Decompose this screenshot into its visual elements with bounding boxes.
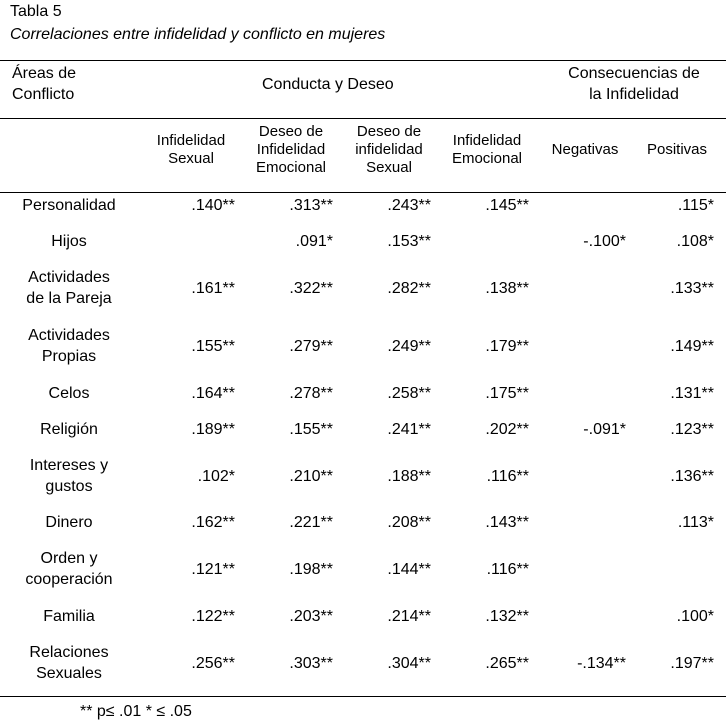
- table-cell: .149**: [670, 337, 714, 355]
- table-cell: .214**: [387, 607, 431, 625]
- table-cell: .279**: [289, 337, 333, 355]
- row-label-line: Dinero: [45, 513, 93, 531]
- row-label-line: Hijos: [51, 232, 87, 250]
- row-label: [0, 325, 138, 367]
- table-cell: .102*: [197, 467, 235, 485]
- row-label-line: Relaciones: [29, 644, 109, 661]
- table-cell: .210**: [289, 467, 333, 485]
- table-label: Tabla 5: [10, 3, 62, 20]
- table-cell: .175**: [485, 384, 529, 402]
- row-label-line: Actividades: [28, 269, 110, 286]
- table-cell: .258**: [387, 384, 431, 402]
- table-cell: .164**: [191, 384, 235, 402]
- column-header-line: Negativas: [551, 141, 619, 158]
- header-consecuencias: Consecuencias de la Infidelidad: [568, 65, 700, 103]
- table-cell: .322**: [289, 279, 333, 297]
- table-cell: .144**: [387, 560, 431, 578]
- table-cell: .162**: [191, 513, 235, 531]
- table-cell: .313**: [289, 196, 333, 214]
- bottom-rule: [0, 696, 726, 697]
- table-cell: .179**: [485, 337, 529, 355]
- row-label: [0, 548, 138, 590]
- column-header-line: Emocional: [255, 159, 327, 176]
- table-cell: .202**: [485, 420, 529, 438]
- table-cell: .198**: [289, 560, 333, 578]
- row-label: [0, 512, 138, 533]
- column-header-line: Infidelidad: [256, 141, 326, 158]
- table-cell: .108*: [676, 232, 714, 250]
- table-cell: .208**: [387, 513, 431, 531]
- row-label-line: Sexuales: [36, 665, 102, 682]
- table-cell: .138**: [485, 279, 529, 297]
- row-label: [0, 606, 138, 627]
- table-cell: .143**: [485, 513, 529, 531]
- table-cell: .256**: [191, 654, 235, 672]
- table-cell: .303**: [289, 654, 333, 672]
- table-cell: .153**: [387, 232, 431, 250]
- column-header-line: Emocional: [451, 150, 523, 167]
- table-title: Correlaciones entre infidelidad y conflicto en mujeres: [10, 26, 386, 43]
- table-cell: .131**: [670, 384, 714, 402]
- row-label-line: Personalidad: [22, 196, 116, 214]
- column-header-line: Positivas: [646, 141, 708, 158]
- table-cell: .188**: [387, 467, 431, 485]
- table-cell: .241**: [387, 420, 431, 438]
- column-header: [334, 123, 444, 177]
- row-label: [0, 231, 138, 252]
- table-cell: .115*: [677, 196, 714, 214]
- table-cell: .249**: [387, 337, 431, 355]
- row-label-line: cooperación: [25, 571, 113, 588]
- table-cell: .282**: [387, 279, 431, 297]
- table-cell: .155**: [191, 337, 235, 355]
- column-header-line: infidelidad: [355, 141, 423, 158]
- footnote: ** p≤ .01 * ≤ .05: [80, 703, 192, 720]
- row-label-line: gustos: [45, 478, 93, 495]
- column-header-line: Deseo de: [258, 123, 324, 140]
- table-cell: .221**: [289, 513, 333, 531]
- table-cell: .140**: [191, 196, 235, 214]
- table-cell: .197**: [670, 654, 714, 672]
- table-cell: .121**: [191, 560, 235, 578]
- table-cell: -.091*: [583, 420, 626, 438]
- column-header-line: Sexual: [366, 159, 412, 176]
- header-areas: Áreas de Conflicto: [12, 65, 77, 103]
- table-cell: .278**: [289, 384, 333, 402]
- table-cell: .133**: [670, 279, 714, 297]
- table-cell: .116**: [486, 560, 529, 578]
- row-label: [0, 419, 138, 440]
- table-cell: .304**: [387, 654, 431, 672]
- column-header-line: Sexual: [168, 150, 214, 167]
- row-label: [0, 267, 138, 309]
- column-header-line: Infidelidad: [452, 132, 522, 149]
- table-cell: .091*: [295, 232, 333, 250]
- table-cell: .123**: [670, 420, 714, 438]
- table-cell: .113*: [677, 513, 714, 531]
- column-header-line: Infidelidad: [156, 132, 226, 149]
- row-label-line: Religión: [40, 420, 98, 438]
- column-header: [622, 141, 726, 159]
- column-header: [236, 123, 346, 177]
- table-cell: .122**: [191, 607, 235, 625]
- table-cell: -.100*: [583, 232, 626, 250]
- table-cell: .203**: [289, 607, 333, 625]
- table-cell: .265**: [485, 654, 529, 672]
- column-header-line: Deseo de: [356, 123, 422, 140]
- row-label-line: Familia: [43, 607, 95, 625]
- row-label: [0, 195, 138, 216]
- table-cell: -.134**: [577, 654, 626, 672]
- row-label-line: Actividades: [28, 327, 110, 344]
- column-header: [136, 132, 246, 168]
- table-cell: .161**: [191, 279, 235, 297]
- table-cell: .189**: [191, 420, 235, 438]
- row-label-line: Celos: [48, 384, 90, 402]
- row-label-line: Propias: [41, 348, 97, 365]
- top-rule: [0, 60, 726, 61]
- table-cell: .100*: [676, 607, 714, 625]
- header-conducta-deseo: Conducta y Deseo: [262, 76, 394, 93]
- table-cell: .145**: [485, 196, 529, 214]
- row-label: [0, 455, 138, 497]
- row-label: [0, 642, 138, 684]
- table-cell: .116**: [486, 467, 529, 485]
- row-label-line: Orden y: [40, 550, 98, 567]
- header-rule: [0, 118, 726, 119]
- table-cell: .155**: [289, 420, 333, 438]
- row-label-line: de la Pareja: [26, 290, 112, 307]
- table-cell: .136**: [670, 467, 714, 485]
- row-label: [0, 383, 138, 404]
- table-cell: .243**: [387, 196, 431, 214]
- column-header: [432, 132, 542, 168]
- table-cell: .132**: [485, 607, 529, 625]
- subheader-rule: [0, 192, 726, 193]
- row-label-line: Intereses y: [29, 457, 109, 474]
